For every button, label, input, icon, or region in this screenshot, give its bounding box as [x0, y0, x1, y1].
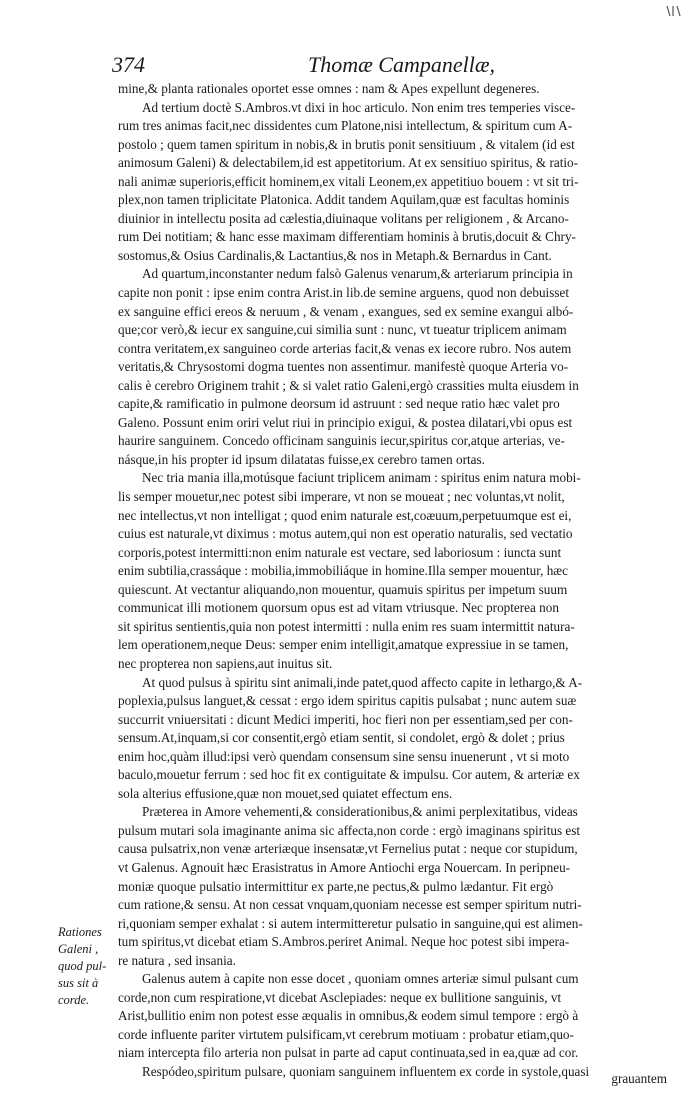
text-line: contra veritatem,ex sanguineo corde arterias facit,& venas ex iecore rubro. Nos autem: [118, 340, 572, 356]
text-line: lem operationem,neque Deus: semper enim intelligit,amatque expressiue in se tamen,: [118, 637, 569, 653]
text-line: quiescunt. At vectantur aliquando,non mouentur, quamuis spiritus per impetum suum: [118, 581, 568, 597]
text-line: At quod pulsus à spiritu sint animali,inde patet,quod affecto capite in lethargo,& A-: [142, 674, 583, 690]
text-line: poplexia,pulsus languet,& cessat : ergo idem spiritus capitis pulsabat ; nunc autem suæ: [118, 693, 577, 709]
text-line: enim hoc,quàm illud:ipsi verò quendam consensum sine sensu inuenerunt , vt si moto: [118, 748, 570, 764]
text-line: rum tres animas facit,nec dissidentes cum Platone,nisi intellectum, & spiritum cum A-: [118, 118, 573, 134]
margin-note: [58, 924, 120, 1009]
text-line: baculo,mouetur ferrum : sed hoc fit ex contiguitate & impulsu. Cor autem, & arteriæ ex: [118, 767, 580, 783]
text-line: Ad tertium doctè S.Ambros.vt dixi in hoc articulo. Non enim tres temperies visce-: [142, 99, 576, 115]
text-line: corde,non cum respiratione,vt dicebat Asclepiades: neque ex bullitione sanguinis, vt: [118, 989, 562, 1005]
text-line: que;cor verò,& iecur ex sanguine,cui similia sunt : nunc, vt tueatur triplicem animam: [118, 322, 567, 338]
text-line: cum ratione,& sensu. At non cessat vnquam,quoniam necesse est semper spiritum nutri-: [118, 897, 582, 913]
text-line: tum spiritus,vt dicebat etiam S.Ambros.periret Animal. Neque hoc potest sibi impera-: [118, 934, 570, 950]
text-line: communicat illi motionem quorsum opus est ad vitam vtriusque. Nec propterea non: [118, 600, 559, 616]
margin-note-line: quod pul-: [58, 959, 107, 973]
text-line: sola alterius effusione,quæ non mouet,sed quiatet effectum ens.: [118, 785, 453, 801]
text-line: re natura , sed insania.: [118, 952, 236, 968]
page-header: [112, 52, 572, 82]
text-line: postolo ; quem tamen spiritum in nobis,& in brutis ponit sensitiuum , & vitalem (id est: [118, 136, 575, 152]
text-line: ri,quoniam semper exhalat : si autem intermitteretur pulsatio in sanguine,qui est alimen-: [118, 915, 583, 931]
margin-note-line: Rationes: [58, 925, 102, 939]
text-line: Galenus autem à capite non esse docet , quoniam omnes arteriæ simul pulsant cum: [142, 971, 579, 987]
text-line: mine,& planta rationales oportet esse omnes : nam & Apes expellunt degeneres.: [118, 81, 540, 96]
text-line: diuinior in intellectu posita ad cælestia,diuinaque volitans per religionem , & Arcano-: [118, 210, 569, 226]
text-line: capite,& ramificatio in pulmone deorsum id astruunt : sed neque ratio hæc valet pro: [118, 396, 560, 412]
text-line: calis è cerebro Originem trahit ; & si valet ratio Galeni,ergò crassities multa eiusdem in: [118, 377, 579, 393]
text-line: sostomus,& Osius Cardinalis,& Lactantius,& nos in Metaph.& Bernardus in Cant.: [118, 247, 552, 263]
body-text: [118, 80, 666, 1082]
text-line: Arist,bullitio enim non potest esse æqualis in omnibus,& eodem simul tempore : ergò à: [118, 1008, 579, 1024]
text-line: násque,in his propter id ipsum dilatatas fuisse,ex cerebro tamen ortas.: [118, 451, 485, 467]
page-edge-mark: [665, 4, 683, 18]
text-line: haurire sanguinem. Concedo officinam sanguinis iecur,spiritus cor,atque arterias, ve-: [118, 433, 565, 449]
text-line: corporis,potest intermitti:non enim naturale est vectare, sed laboriosum : iuncta sunt: [118, 544, 562, 560]
text-line: succurrit vniuersitati : dicunt Medici imperiti, hoc fieri non per essentiam,sed per con-: [118, 711, 573, 727]
catchword: grauantem: [611, 1071, 667, 1086]
text-line: moniæ quoque pulsatio intermittitur ex parte,ne pectus,& pulmo lædantur. Fit ergò: [118, 878, 554, 894]
margin-note-line: sus sit à: [58, 976, 99, 990]
text-line: causa pulsatrix,non venæ arteriæque insensatæ,vt Fernelius putat : neque cor stupidum,: [118, 841, 578, 857]
margin-note-line: Galeni ,: [58, 942, 99, 956]
text-line: Nec tria mania illa,motúsque faciunt triplicem animam : spiritus enim natura mobi-: [142, 470, 581, 486]
text-line: nali animæ superioris,efficit hominem,ex vitali Leonem,ex appetitiuo bouem : vt sit tri-: [118, 173, 579, 189]
text-line: rum Dei notitiam; & hanc esse maximam differentiam hominis à brutis,docuit & Chry-: [118, 229, 576, 245]
text-line: Ad quartum,inconstanter nedum falsò Galenus venarum,& arteriarum principia in: [142, 266, 573, 282]
text-line: niam intercepta filo arteria non pulsat in parte ad caput continuata,sed in ea,quæ ad cor.: [118, 1045, 579, 1061]
text-line: nec intellectus,vt non intelligat ; quod enim naturale est,coæuum,perpetuumque est ei,: [118, 507, 572, 523]
text-line: Respódeo,spiritum pulsare, quoniam sanguinem influentem ex corde in systole,quasi: [142, 1063, 590, 1079]
text-line: vt Galenus. Agnouit hæc Erasistratus in Amore Antiochi erga Nouercam. In peripneu-: [118, 859, 571, 875]
text-line: enim subtilia,crassáque : mobilia,immobiliáque in homine.Illa semper mouentur, hæc: [118, 563, 568, 579]
text-line: corde influente pariter virtutem pulsificam,vt cerebrum motiuam : probatur etiam,quo-: [118, 1026, 574, 1042]
text-line: veritatis,& Chrysostomi dogma tuentes non assentimur. manifestè quoque Arteria vo-: [118, 359, 569, 375]
text-line: animosum Galeni) & delectabilem,id est appetitorium. At ex sensitiuo spiritus, & ratio-: [118, 155, 579, 171]
running-head: Thomæ Campanellæ,: [308, 52, 496, 77]
text-line: capite non ponit : ipse enim contra Arist.in lib.de semine arguens, quod non debuisset: [118, 285, 569, 301]
text-line: plex,non tamen triplicitate Platonica. Addit tandem Aquilam,quæ est facultas hominis: [118, 192, 570, 208]
text-line: ex sanguine effici ereos & neruum , & venam , exangues, sed ex semine exangui albó-: [118, 303, 574, 319]
text-line: pulsum mutari sola imaginante anima sic affecta,non corde : ergò imaginans spiritus est: [118, 822, 581, 838]
text-line: sensum.At,inquam,si cor consentit,ergò etiam sentit, si condolet, ergò & dolet ; prius: [118, 730, 565, 746]
text-line: cuius est naturale,vt diximus : motus autem,qui non est operatio naturalis, sed vectatio: [118, 526, 573, 542]
text-line: lis semper mouetur,nec potest sibi imperare, vt non se moueat ; nec voluntas,vt nolit,: [118, 489, 565, 505]
text-line: Præterea in Amore vehementi,& considerationibus,& animi perplexitatibus, videas: [142, 804, 578, 820]
text-line: sit spiritus sentientis,quia non potest intermitti : nulla enim res suam intermittit natura-: [118, 618, 575, 634]
text-line: Galeno. Possunt enim oriri velut riui in principio exigui, & postea dilatari,vbi opus est: [118, 414, 573, 430]
text-line: nec propterea non sapiens,aut inuitus sit.: [118, 655, 333, 671]
page-number: 374: [112, 52, 145, 77]
margin-note-line: corde.: [58, 993, 90, 1007]
